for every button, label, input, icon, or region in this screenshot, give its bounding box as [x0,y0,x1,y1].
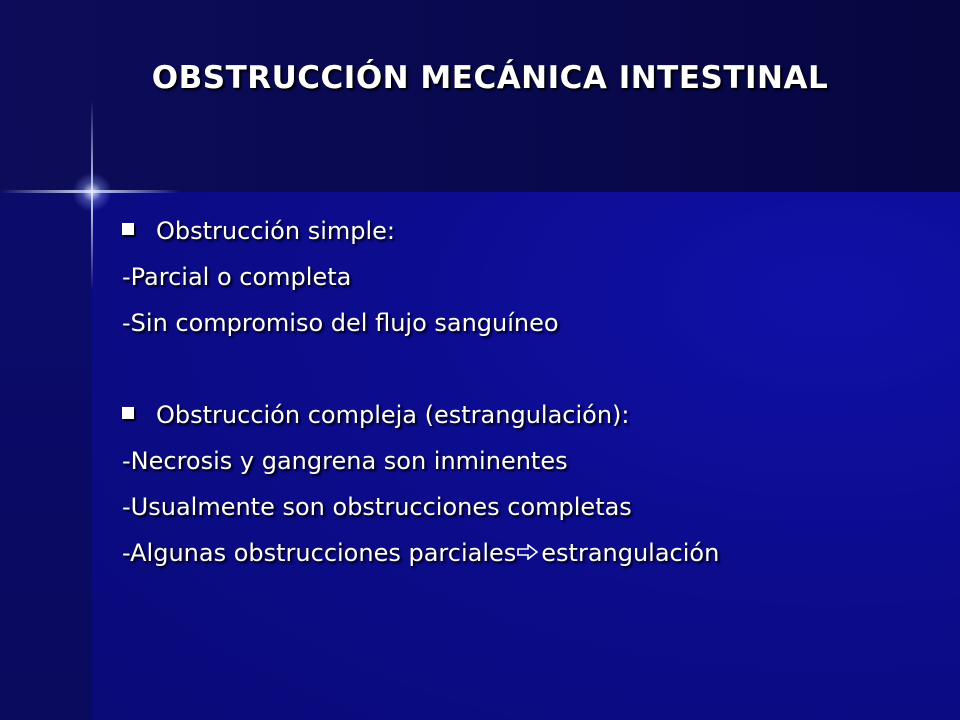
arrow-line-after: estrangulación [541,539,720,567]
list-item-arrow [122,530,922,576]
list-item: -Usualmente son obstrucciones completas [122,493,632,521]
light-flare-glow-icon [72,172,112,212]
arrow-line-before: -Algunas obstrucciones parciales [122,539,517,567]
list-item: -Sin compromiso del flujo sanguíneo [122,309,559,337]
square-bullet-icon [122,223,134,235]
slide-title: OBSTRUCCIÓN MECÁNICA INTESTINAL [151,60,829,96]
bullet-item-simple [122,208,922,254]
spacer [122,346,922,392]
bullet-item-complex [122,392,922,438]
header-band [0,0,960,192]
bullet-heading: Obstrucción simple: [156,217,396,245]
square-bullet-icon [122,407,134,419]
left-band [0,192,92,720]
bullet-heading: Obstrucción compleja (estrangulación): [156,401,630,429]
right-arrow-icon [517,529,539,575]
list-item: -Parcial o completa [122,263,352,291]
list-item: -Necrosis y gangrena son inminentes [122,447,568,475]
slide-body [122,208,922,576]
